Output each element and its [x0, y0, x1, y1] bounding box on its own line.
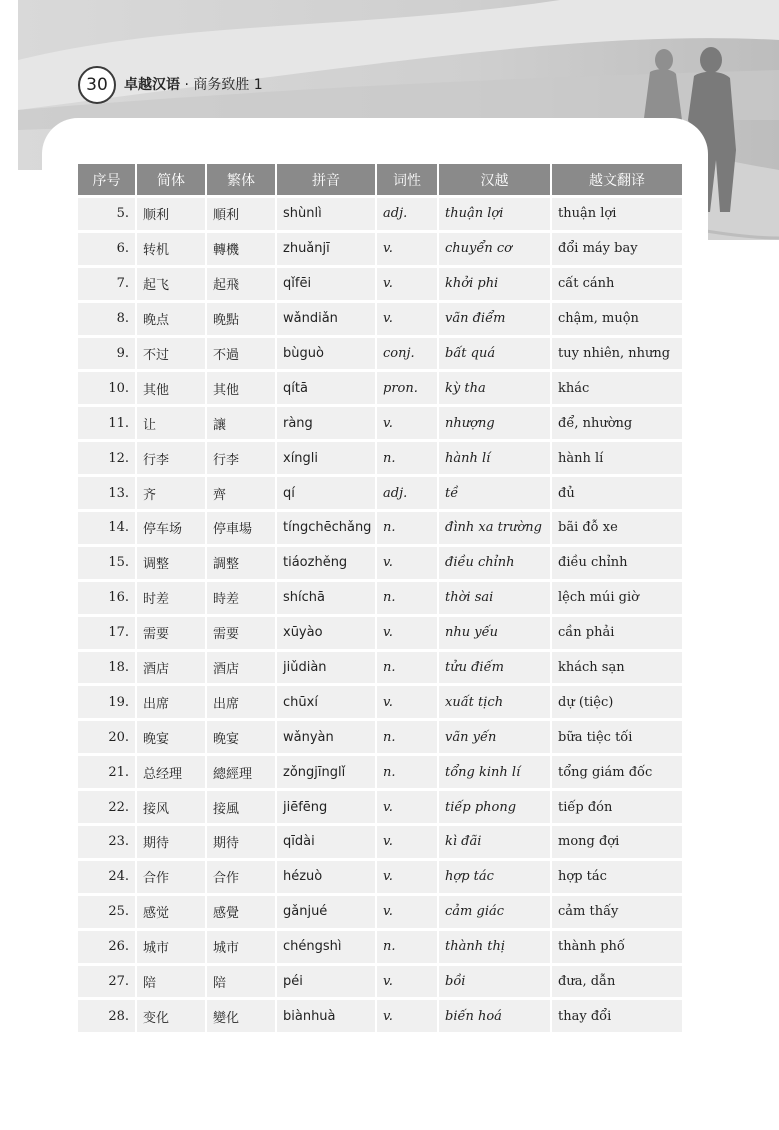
table-row [78, 268, 682, 300]
cell-simplified: 顺利 [137, 198, 205, 230]
cell-number: 24. [78, 861, 135, 893]
table-row [78, 233, 682, 265]
cell-simplified: 转机 [137, 233, 205, 265]
cell-number: 21. [78, 756, 135, 788]
cell-number: 6. [78, 233, 135, 265]
cell-part-of-speech: v. [377, 268, 437, 300]
table-row [78, 547, 682, 579]
cell-han-viet: nhu yếu [439, 617, 550, 649]
cell-simplified: 变化 [137, 1000, 205, 1032]
cell-pinyin: tiáozhěng [277, 547, 375, 579]
cell-han-viet: chuyển cơ [439, 233, 550, 265]
cell-traditional: 時差 [207, 582, 275, 614]
cell-number: 9. [78, 338, 135, 370]
cell-vietnamese: cần phải [552, 617, 682, 649]
cell-vietnamese: thay đổi [552, 1000, 682, 1032]
table-row [78, 1000, 682, 1032]
cell-simplified: 陪 [137, 966, 205, 998]
col-header-number: 序号 [78, 164, 135, 195]
cell-traditional: 順利 [207, 198, 275, 230]
cell-simplified: 行李 [137, 442, 205, 474]
cell-vietnamese: bữa tiệc tối [552, 721, 682, 753]
cell-traditional: 其他 [207, 372, 275, 404]
cell-han-viet: bồi [439, 966, 550, 998]
cell-part-of-speech: n. [377, 756, 437, 788]
cell-vietnamese: cất cánh [552, 268, 682, 300]
cell-pinyin: wǎnyàn [277, 721, 375, 753]
cell-vietnamese: tiếp đón [552, 791, 682, 823]
cell-pinyin: hézuò [277, 861, 375, 893]
cell-number: 25. [78, 896, 135, 928]
cell-traditional: 齊 [207, 477, 275, 509]
cell-han-viet: điều chỉnh [439, 547, 550, 579]
cell-part-of-speech: adj. [377, 198, 437, 230]
cell-pinyin: tíngchēchǎng [277, 512, 375, 544]
cell-simplified: 其他 [137, 372, 205, 404]
table-header-row [78, 164, 682, 195]
cell-number: 11. [78, 407, 135, 439]
cell-traditional: 晚點 [207, 303, 275, 335]
col-header-vietnamese: 越文翻译 [552, 164, 682, 195]
cell-han-viet: thành thị [439, 931, 550, 963]
table-row [78, 372, 682, 404]
cell-han-viet: thời sai [439, 582, 550, 614]
cell-han-viet: tề [439, 477, 550, 509]
cell-traditional: 不過 [207, 338, 275, 370]
cell-vietnamese: thuận lợi [552, 198, 682, 230]
cell-traditional: 總經理 [207, 756, 275, 788]
cell-vietnamese: thành phố [552, 931, 682, 963]
cell-pinyin: jiǔdiàn [277, 652, 375, 684]
cell-part-of-speech: adj. [377, 477, 437, 509]
col-header-part-of-speech: 词性 [377, 164, 437, 195]
cell-vietnamese: tổng giám đốc [552, 756, 682, 788]
table-row [78, 198, 682, 230]
cell-part-of-speech: n. [377, 582, 437, 614]
cell-han-viet: kỳ tha [439, 372, 550, 404]
cell-traditional: 需要 [207, 617, 275, 649]
cell-vietnamese: bãi đỗ xe [552, 512, 682, 544]
table-row [78, 931, 682, 963]
cell-vietnamese: hợp tác [552, 861, 682, 893]
cell-part-of-speech: v. [377, 896, 437, 928]
table-row [78, 686, 682, 718]
cell-pinyin: qítā [277, 372, 375, 404]
cell-pinyin: chūxí [277, 686, 375, 718]
table-row [78, 896, 682, 928]
cell-part-of-speech: pron. [377, 372, 437, 404]
cell-traditional: 變化 [207, 1000, 275, 1032]
cell-vietnamese: đổi máy bay [552, 233, 682, 265]
cell-pinyin: zhuǎnjī [277, 233, 375, 265]
cell-traditional: 轉機 [207, 233, 275, 265]
cell-part-of-speech: v. [377, 547, 437, 579]
table-row [78, 756, 682, 788]
cell-pinyin: bùguò [277, 338, 375, 370]
cell-vietnamese: chậm, muộn [552, 303, 682, 335]
cell-simplified: 齐 [137, 477, 205, 509]
cell-simplified: 晚宴 [137, 721, 205, 753]
cell-part-of-speech: v. [377, 861, 437, 893]
cell-vietnamese: tuy nhiên, nhưng [552, 338, 682, 370]
cell-pinyin: zǒngjīnglǐ [277, 756, 375, 788]
book-title [124, 74, 263, 94]
cell-number: 28. [78, 1000, 135, 1032]
cell-part-of-speech: v. [377, 966, 437, 998]
book-title-main: 卓越汉语 [124, 77, 180, 93]
cell-simplified: 城市 [137, 931, 205, 963]
table-row [78, 303, 682, 335]
cell-simplified: 让 [137, 407, 205, 439]
table-row [78, 826, 682, 858]
cell-vietnamese: hành lí [552, 442, 682, 474]
cell-part-of-speech: v. [377, 686, 437, 718]
cell-number: 10. [78, 372, 135, 404]
cell-number: 5. [78, 198, 135, 230]
cell-vietnamese: điều chỉnh [552, 547, 682, 579]
cell-traditional: 感覺 [207, 896, 275, 928]
cell-part-of-speech: n. [377, 512, 437, 544]
cell-han-viet: cảm giác [439, 896, 550, 928]
cell-pinyin: ràng [277, 407, 375, 439]
cell-number: 13. [78, 477, 135, 509]
cell-part-of-speech: v. [377, 826, 437, 858]
cell-simplified: 停车场 [137, 512, 205, 544]
page-number: 30 [78, 66, 116, 104]
cell-simplified: 晚点 [137, 303, 205, 335]
cell-number: 14. [78, 512, 135, 544]
cell-han-viet: thuận lợi [439, 198, 550, 230]
col-header-simplified: 简体 [137, 164, 205, 195]
cell-vietnamese: khách sạn [552, 652, 682, 684]
cell-number: 12. [78, 442, 135, 474]
table-row [78, 477, 682, 509]
cell-traditional: 合作 [207, 861, 275, 893]
cell-number: 15. [78, 547, 135, 579]
cell-simplified: 接风 [137, 791, 205, 823]
cell-number: 7. [78, 268, 135, 300]
cell-han-viet: hợp tác [439, 861, 550, 893]
cell-part-of-speech: v. [377, 1000, 437, 1032]
cell-traditional: 出席 [207, 686, 275, 718]
cell-number: 20. [78, 721, 135, 753]
cell-han-viet: nhượng [439, 407, 550, 439]
table-body [78, 198, 682, 1032]
table-row [78, 861, 682, 893]
col-header-traditional: 繁体 [207, 164, 275, 195]
cell-number: 8. [78, 303, 135, 335]
cell-vietnamese: để, nhường [552, 407, 682, 439]
cell-traditional: 酒店 [207, 652, 275, 684]
table-row [78, 407, 682, 439]
table-row [78, 791, 682, 823]
cell-part-of-speech: v. [377, 303, 437, 335]
cell-number: 23. [78, 826, 135, 858]
cell-vietnamese: dự (tiệc) [552, 686, 682, 718]
cell-han-viet: vãn điểm [439, 303, 550, 335]
cell-part-of-speech: n. [377, 442, 437, 474]
cell-number: 22. [78, 791, 135, 823]
cell-han-viet: khởi phi [439, 268, 550, 300]
cell-traditional: 讓 [207, 407, 275, 439]
cell-vietnamese: đủ [552, 477, 682, 509]
cell-han-viet: bất quá [439, 338, 550, 370]
cell-part-of-speech: v. [377, 233, 437, 265]
table-row [78, 966, 682, 998]
cell-han-viet: hành lí [439, 442, 550, 474]
cell-pinyin: chéngshì [277, 931, 375, 963]
cell-han-viet: xuất tịch [439, 686, 550, 718]
cell-simplified: 期待 [137, 826, 205, 858]
cell-han-viet: tổng kinh lí [439, 756, 550, 788]
cell-vietnamese: lệch múi giờ [552, 582, 682, 614]
cell-simplified: 调整 [137, 547, 205, 579]
cell-part-of-speech: n. [377, 931, 437, 963]
cell-number: 19. [78, 686, 135, 718]
cell-simplified: 起飞 [137, 268, 205, 300]
cell-part-of-speech: v. [377, 617, 437, 649]
cell-pinyin: qí [277, 477, 375, 509]
cell-number: 27. [78, 966, 135, 998]
cell-pinyin: qīdài [277, 826, 375, 858]
cell-number: 18. [78, 652, 135, 684]
cell-part-of-speech: n. [377, 721, 437, 753]
cell-pinyin: péi [277, 966, 375, 998]
cell-vietnamese: cảm thấy [552, 896, 682, 928]
cell-pinyin: xūyào [277, 617, 375, 649]
table-row [78, 338, 682, 370]
cell-pinyin: shùnlì [277, 198, 375, 230]
cell-han-viet: đình xa trường [439, 512, 550, 544]
cell-vietnamese: mong đợi [552, 826, 682, 858]
cell-han-viet: kì đãi [439, 826, 550, 858]
vocabulary-table [76, 161, 684, 1035]
cell-number: 17. [78, 617, 135, 649]
cell-traditional: 陪 [207, 966, 275, 998]
cell-pinyin: shíchā [277, 582, 375, 614]
cell-part-of-speech: conj. [377, 338, 437, 370]
cell-part-of-speech: v. [377, 791, 437, 823]
table-row [78, 582, 682, 614]
cell-han-viet: biến hoá [439, 1000, 550, 1032]
cell-vietnamese: đưa, dẫn [552, 966, 682, 998]
cell-simplified: 时差 [137, 582, 205, 614]
cell-traditional: 起飛 [207, 268, 275, 300]
cell-han-viet: vãn yến [439, 721, 550, 753]
cell-part-of-speech: n. [377, 652, 437, 684]
cell-traditional: 接風 [207, 791, 275, 823]
cell-simplified: 出席 [137, 686, 205, 718]
cell-pinyin: biànhuà [277, 1000, 375, 1032]
cell-traditional: 行李 [207, 442, 275, 474]
cell-han-viet: tiếp phong [439, 791, 550, 823]
cell-traditional: 晚宴 [207, 721, 275, 753]
cell-han-viet: tửu điếm [439, 652, 550, 684]
cell-part-of-speech: v. [377, 407, 437, 439]
cell-number: 26. [78, 931, 135, 963]
cell-simplified: 总经理 [137, 756, 205, 788]
cell-traditional: 停車場 [207, 512, 275, 544]
table-row [78, 652, 682, 684]
cell-traditional: 城市 [207, 931, 275, 963]
cell-simplified: 合作 [137, 861, 205, 893]
cell-pinyin: xíngli [277, 442, 375, 474]
table-row [78, 512, 682, 544]
col-header-han-viet: 汉越 [439, 164, 550, 195]
cell-number: 16. [78, 582, 135, 614]
cell-simplified: 需要 [137, 617, 205, 649]
table-row [78, 721, 682, 753]
cell-vietnamese: khác [552, 372, 682, 404]
col-header-pinyin: 拼音 [277, 164, 375, 195]
cell-pinyin: jiēfēng [277, 791, 375, 823]
cell-pinyin: wǎndiǎn [277, 303, 375, 335]
table-row [78, 442, 682, 474]
cell-traditional: 期待 [207, 826, 275, 858]
cell-traditional: 調整 [207, 547, 275, 579]
table-row [78, 617, 682, 649]
cell-pinyin: gǎnjué [277, 896, 375, 928]
cell-simplified: 不过 [137, 338, 205, 370]
cell-pinyin: qǐfēi [277, 268, 375, 300]
cell-simplified: 感觉 [137, 896, 205, 928]
cell-simplified: 酒店 [137, 652, 205, 684]
book-title-subtitle: · 商务致胜 1 [184, 77, 263, 93]
